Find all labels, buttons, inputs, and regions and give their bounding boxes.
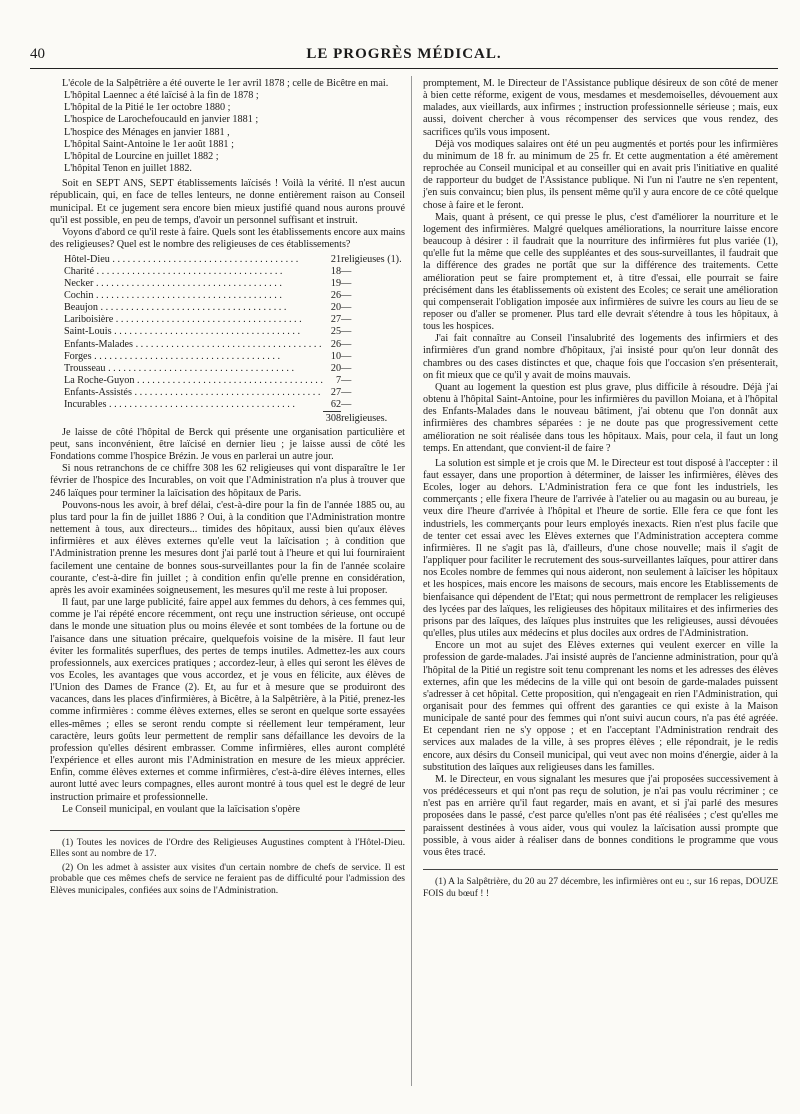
hospital-list — [50, 90, 405, 175]
footnote-rule — [50, 830, 405, 831]
table-row — [64, 290, 405, 302]
journal-title: LE PROGRÈS MÉDICAL. — [306, 46, 502, 62]
unit-cell: — — [341, 278, 352, 290]
table-row — [64, 302, 405, 314]
unit-cell: — — [341, 302, 352, 314]
unit-cell: — — [341, 386, 352, 398]
establishment-cell: Necker . . . — [64, 278, 323, 290]
paragraph: Mais, quant à présent, ce qui presse le plus, c'est d'améliorer la nourriture et le logement des infirmières. Malgré quelques améliorations, la nourriture laisse encore beaucoup à désirer : il faudrait que la nourriture des infirmières fut plus variée (1), qu'elle fut la même que celle des suppléantes et des sous-surveillantes, il faudrait que la différence des grades ne portât que sur la différence des traitements. Cette amélioration peut se faire promptement et, à titre d'essai, elle pourrait se faire précisément dans les établissements où existent des Ecoles; ce serait une amélioration qui compenserait l'obligation imposée aux infirmières de suivre les cours au lieu de se reposer ou d'aller se promener. Plus tard elle devrait s'étendre à tous les hôpitaux, à tous les hospices. — [423, 211, 778, 333]
table-total-row — [64, 411, 405, 425]
establishment-cell: Saint-Louis . . . — [64, 326, 323, 338]
establishment-cell: La Roche-Guyon . . . — [64, 375, 323, 387]
establishment-cell: Enfants-Assistés . . . — [64, 387, 323, 399]
count-cell: 21 — [330, 254, 342, 266]
list-item: L'hôpital Tenon en juillet 1882. — [64, 163, 192, 175]
paragraph: L'école de la Salpêtrière a été ouverte le 1er avril 1878 ; celle de Bicêtre en mai. — [62, 78, 389, 89]
list-item: L'hospice de Larochefoucauld en janvier 1881 ; — [64, 114, 259, 126]
right-column — [423, 78, 778, 901]
footnote: (1) A la Salpêtrière, du 20 au 27 décembre, les infirmières ont eu :, sur 16 repas, DOUZE FOIS du bœuf ! ! — [423, 876, 778, 899]
table-row — [64, 278, 405, 290]
paragraph: Soit en SEPT ANS, SEPT établissements laïcisés ! Voilà la vérité. Il n'est aucun républicain, qui, en face de telles lenteurs, ne donne entièrement raison au Conseil municipal. Et ce jugement sera encore bien mieux justifié quand nous aurons prouvé qu'il est possible, en peu de temps, d'avoir un personnel suffisant et instruit. — [50, 178, 405, 226]
paragraph: Le Conseil municipal, en voulant que la laïcisation s'opère — [62, 803, 301, 815]
list-item: L'hospice des Ménages en janvier 1881 , — [64, 126, 230, 138]
list-item: L'hôpital de la Pitié le 1er octobre 1880 ; — [64, 102, 231, 114]
religieuses-table — [64, 254, 405, 425]
unit-cell: — — [341, 338, 352, 350]
establishment-cell: Hôtel-Dieu . . . — [64, 254, 323, 266]
unit-cell: — — [341, 314, 352, 326]
footnote: (1) Toutes les novices de l'Ordre des Religieuses Augustines comptent à l'Hôtel-Dieu. Elles sont au nombre de 17. — [50, 836, 405, 860]
total-count: 308 — [323, 411, 341, 425]
paragraph: M. le Directeur, en vous signalant les mesures que j'ai proposées successivement à vos prédécesseurs et qui n'ont pas reçu de solution, je n'ai pas voulu récriminer ; ce n'est pas en arrière qu'il faut regarder, mais en avant, et si j'ai parlé des mesures proposées dans le passé, c'est parce qu'elles n'ont pas été réalisées ; c'est qu'elles me paraissent destinées à vous aider, vous qui voulez la laïcisation aussi prompte que possible, à vous aider à réaliser dans de bonnes conditions le programme que vous vous êtes tracé. — [423, 773, 778, 858]
paragraph: Il faut, par une large publicité, faire appel aux femmes du dehors, à ces femmes qui, comme je l'ai répété encore récemment, ont reçu une instruction sérieuse, ont occupé dans le monde une situation plus ou moins élevée et sont tombées de la fortune ou de l'aisance dans une situation précaire, quelquefois voisine de la misère. Il faut leur éviter les formalités superflues, des pertes de temps inutiles. Admettez-les aux cours professionnels, aux exercices pratiques ; accordez-leur, à elles qui seront les élèves de vos Ecoles, les avantages que vous accordez, et je vous en félicite, aux élèves de l'Union des Dames de France (2). Et, au fur et à mesure que se produiront des vacances, dans les places d'infirmières, à Bicêtre, à la Salpêtrière, à la Pitié, prenez-les comme infirmières : comme élèves externes, elles se seront en quelque sorte essayées elles-mêmes ; elles se seront rendu compte si réellement leur tempérament, leur caractère, leurs goûts leur permettent de remplir sans défaillance les devoirs de la profession qu'elles désirent embrasser. Comme infirmières, elles auront complété l'expérience et elles auront mis l'Administration en mesure de les mieux apprécier. Enfin, comme élèves externes et comme infirmières, c'est-à-dire élèves internes, elles auront lutté avec leurs compagnes, elles auront montré à tous quel est le degré de leur instruction primaire et professionnelle. — [50, 597, 405, 803]
paragraph: Pouvons-nous les avoir, à bref délai, c'est-à-dire pour la fin de l'année 1885 ou, au plus tard pour la fin de juillet 1886 ? Oui, à la condition que l'Administration montre nettement à tous, aux directeurs... timides des hôpitaux, aussi bien qu'aux élèves infirmières et aux élèves externes qu'elle veut la laïcisation ; à condition que l'Administration prenne les mesures dont j'ai parlé tout à l'heure et qui lui fourniraient facilement une centaine de bonnes sous-surveillantes pour la fin de l'année scolaire courante, c'est-à-dire fin juillet ; à condition enfin qu'elle prenne en considération, après les avoir examinées soigneusement, les mesures qu'il me reste à lui proposer. — [50, 499, 405, 596]
table-row — [64, 314, 405, 326]
count-cell: 19 — [330, 278, 342, 290]
count-cell: 10 — [330, 350, 342, 362]
table-row — [64, 266, 405, 278]
paragraph: La solution est simple et je crois que M. le Directeur est tout disposé à l'accepter : il faut essayer, dans une proportion à déterminer, de laisser les infirmières, élèves des Ecoles, loger au dehors. L'Administration fera ce que font les industriels, les commerçants ; elle fixera l'heure de l'arrivée à l'atelier ou au magasin ou au bureau, je veux dire l'heure d'arrivée à l'hôpital et l'heure de sortie. Elle fera ce que font les industriels, les commerçants pour leurs employés inexacts. Rien n'est plus facile que de tenter cet essai avec les Elèves externes que l'Administration acceptera comme infirmières. Il ne s'agit pas là, d'ailleurs, d'une chose nouvelle; mais il s'agit de l'appliquer pour faciliter le recrutement des sous-surveillantes laïques, pour attirer dans nos Ecoles nombre de femmes qui nous aideront, non seulement à laïciser les hôpitaux et les hospices, mais encore les maisons de secours, mais encore les Etablissements de bienfaisance qui dépendent de l'Etat; qui nous permettront de remplacer les religieuses des lycées par des laïques, les religieuses des hôpitaux militaires et des infirmeries des prisons par des laïques, des laïques plus instruites que les religieuses, aussi dévouées qu'elles, plus utiles aux médecins et plus dociles aux ordres de l'Administration. — [423, 457, 778, 640]
column-divider — [411, 76, 412, 1086]
page-header — [30, 46, 778, 69]
unit-cell: — — [341, 374, 352, 386]
footnote: (2) On les admet à assister aux visites d'un certain nombre de chefs de service. Il est probable que ces mêmes chefs de service ne feraient pas de difficulté pour l'admission des Elèves municipales, confiées aux soins de l'Administration. — [50, 861, 405, 896]
table-row — [64, 399, 405, 412]
page-number: 40 — [30, 46, 45, 62]
unit-cell: — — [341, 362, 352, 374]
paragraph: J'ai fait connaître au Conseil l'insalubrité des logements des infirmiers et des infirmières d'un grand nombre d'hôpitaux, j'ai insisté pour qu'on leur donnât des chambres ou des cases distinctes et que, chaque fois que l'occasion s'en présenterait, on fit mieux que ce qu'il y avait de moins mauvais. — [423, 333, 778, 381]
establishment-cell: Beaujon . . . — [64, 302, 323, 314]
list-item: L'hôpital de Lourcine en juillet 1882 ; — [64, 150, 219, 162]
unit-cell: — — [341, 266, 352, 278]
total-unit: religieuses. — [341, 412, 388, 424]
establishment-cell: Enfants-Malades . . . — [64, 339, 323, 351]
unit-cell: — — [341, 290, 352, 302]
table-row — [64, 363, 405, 375]
paragraph: Je laisse de côté l'hôpital de Berck qui présente une organisation particulière et peut, sans inconvénient, être laïcisé en dernier lieu ; je laisse aussi de côté les Fondations comme l'hospice Brézin. Je vous en parlerai un autre jour. — [50, 426, 405, 463]
establishment-cell: Forges . . . — [64, 351, 323, 363]
count-cell: 20 — [330, 362, 342, 374]
footnotes — [50, 837, 405, 897]
paragraph: Si nous retranchons de ce chiffre 308 les 62 religieuses qui vont disparaître le 1er février de l'hospice des Incurables, on voit que l'Administration n'a plus à trouver que 246 laïques pour terminer la laïcisation des hôpitaux de Paris. — [50, 463, 405, 499]
establishment-cell: Lariboisière . . . — [64, 314, 323, 326]
left-column — [50, 78, 405, 898]
unit-cell: — — [341, 326, 352, 338]
establishment-cell: Cochin . . . — [64, 290, 323, 302]
count-cell: 25 — [330, 326, 342, 338]
table-row — [64, 326, 405, 338]
table-row — [64, 375, 405, 387]
paragraph: Déjà vos modiques salaires ont été un peu augmentés et portés pour les infirmières du minimum de 18 fr. au minimum de 25 fr. Et cette augmentation a été amèrement reprochée au Conseil municipal et au conseiller qui en avait pris l'initiative en qualité de rapporteur du budget de l'Assistance publique. Ni l'un ni l'autre ne s'en repentent, j'en suis convaincu; bien plus, ils pensent même qu'il y aura encore de ce côté quelque chose à faire et le feront. — [423, 138, 778, 211]
list-item: L'hôpital Laennec a été laïcisé à la fin de 1878 ; — [64, 90, 259, 102]
paragraph: Voyons d'abord ce qu'il reste à faire. Quels sont les établissements encore aux mains des religieuses? Quel est le nombre des religieuses de ces établissements? — [50, 226, 405, 251]
footnote-rule — [423, 869, 778, 870]
count-cell: 62 — [330, 398, 342, 410]
unit-cell: religieuses (1). — [341, 254, 402, 266]
count-cell: 26 — [330, 338, 342, 350]
unit-cell: — — [341, 399, 352, 410]
establishment-cell: Charité . . . — [64, 266, 323, 278]
establishment-cell: Incurables . . . — [64, 399, 323, 412]
count-cell: 27 — [330, 314, 342, 326]
paragraph: Quant au logement la question est plus grave, plus difficile à résoudre. Déjà j'ai obtenu à l'hôpital Saint-Antoine, pour les infirmières du pavillon Moiana, et à l'hôpital des Enfants-Malades dans le nouveau bâtiment, j'ai obtenu que l'on donnât aux infirmières des chambres séparées : je ne doute pas que progressivement cette amélioration ne soit réalisée dans tous les hôpitaux. Mais, pour cela, il faut un long temps. En attendant, que convient-il de faire ? — [423, 381, 778, 454]
count-cell: 27 — [330, 386, 342, 398]
unit-cell: — — [341, 350, 352, 362]
establishment-cell: Trousseau . . . — [64, 363, 323, 375]
table-row — [64, 339, 405, 351]
count-cell: 7 — [335, 374, 342, 386]
count-cell: 26 — [330, 290, 342, 302]
table-row — [64, 254, 405, 266]
count-cell: 18 — [330, 266, 342, 278]
paragraph: promptement, M. le Directeur de l'Assistance publique désireux de son côté de mener à bien cette réforme, exigent de vous, mesdames et mesdemoiselles, dévouement aux malades, aux vieillards, aux infirmes ; instruction professionnelle sérieuse ; mais, eux aussi, doivent chercher à vous récompenser des services que vous rendez, des sacrifices qu'ils vous imposent. — [423, 78, 778, 138]
count-cell: 20 — [330, 302, 342, 314]
table-row — [64, 387, 405, 399]
list-item: L'hôpital Saint-Antoine le 1er août 1881 ; — [64, 138, 234, 150]
paragraph: Encore un mot au sujet des Elèves externes qui veulent exercer en ville la profession de garde-malades. J'ai insisté auprès de l'ancienne administration, pour qu'à l'hôpital de la Pitié un registre soit tenu comprenant les noms et les adresses des élèves externes, afin que les médecins de la ville qui ont besoin de garde-malades puissent s'adresser à cet hôpital. Cette proposition, qui n'engageait en rien l'Administration, qui organisait pour des femmes qui offrent des garanties ce qui existe à la Maison municipale de santé pour des femmes qui n'ont suivi aucun cours, n'a pas été agréée. Et cependant rien ne s'y oppose ; et en l'acceptant l'Administration rendrait des services aux malades de la ville, à ses propres élèves ; elle répondrait, je le redis encore, aux désirs du Conseil municipal, qui veut avec non moins d'énergie, aider à la substitution des laïques aux religieuses dans les familles. — [423, 640, 778, 773]
table-row — [64, 351, 405, 363]
footnotes — [423, 876, 778, 899]
